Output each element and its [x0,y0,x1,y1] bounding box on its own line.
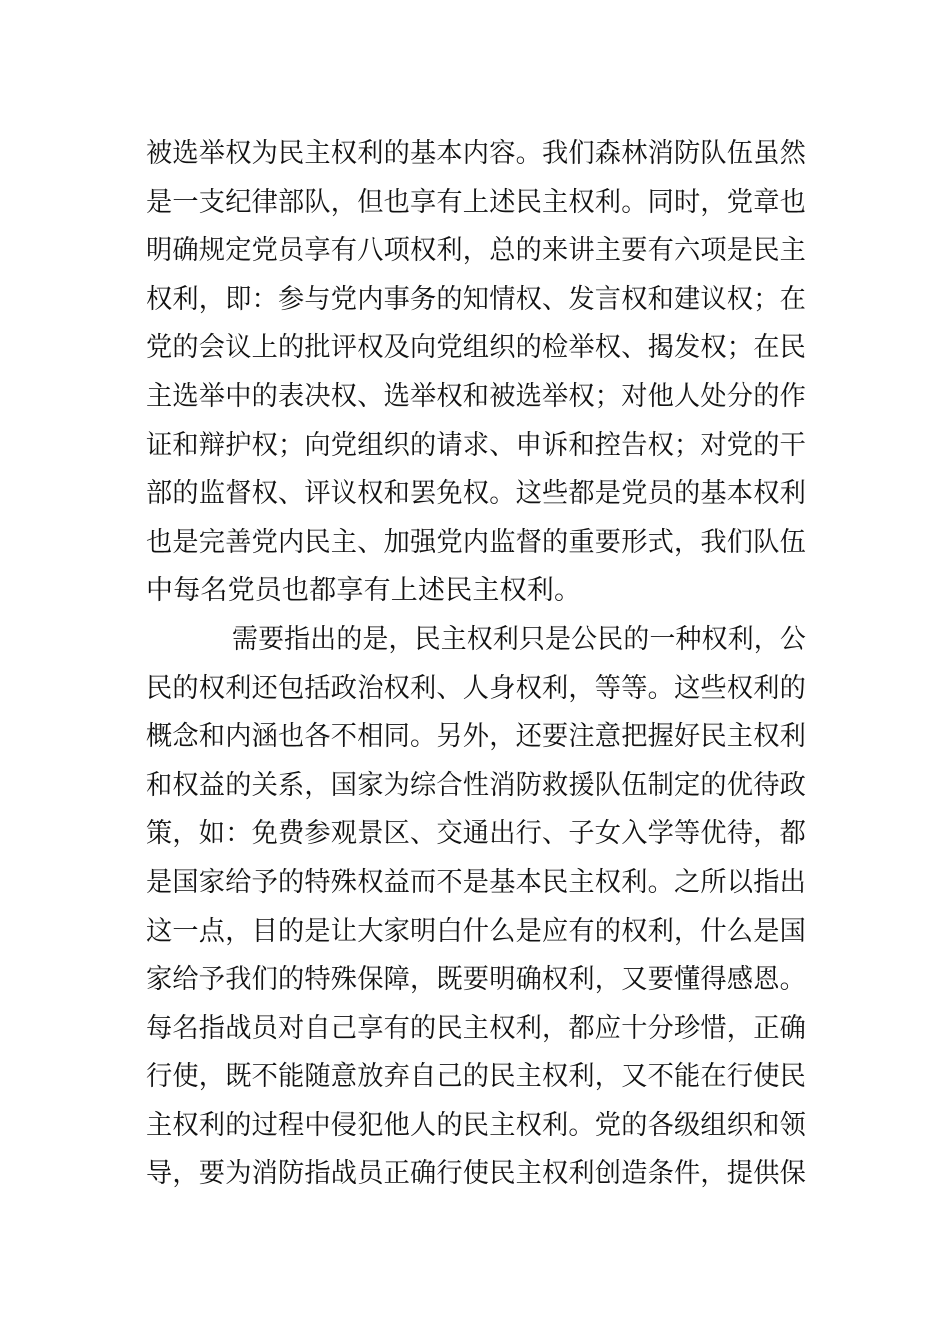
text-line: 党的会议上的批评权及向党组织的检举权、揭发权；在民 [146,332,807,364]
text-line: 中每名党员也都享有上述民主权利。 [146,575,582,607]
text-line: 和权益的关系，国家为综合性消防救援队伍制定的优待政 [146,769,807,801]
text-line: 部的监督权、评议权和罢免权。这些都是党员的基本权利 [146,478,807,510]
text-line: 策，如：免费参观景区、交通出行、子女入学等优待，都 [146,818,807,850]
text-line: 是一支纪律部队，但也享有上述民主权利。同时，党章也 [146,186,807,218]
body-text [146,130,806,1199]
text-line: 主权利的过程中侵犯他人的民主权利。党的各级组织和领 [146,1109,807,1141]
text-line: 行使，既不能随意放弃自己的民主权利，又不能在行使民 [146,1061,807,1093]
text-line: 是国家给予的特殊权益而不是基本民主权利。之所以指出 [146,866,807,898]
text-line: 导，要为消防指战员正确行使民主权利创造条件，提供保 [146,1158,807,1190]
text-line: 权利，即：参与党内事务的知情权、发言权和建议权；在 [146,283,807,315]
text-line: 概念和内涵也各不相同。另外，还要注意把握好民主权利 [146,721,807,753]
text-line: 每名指战员对自己享有的民主权利，都应十分珍惜，正确 [146,1012,807,1044]
text-line: 这一点，目的是让大家明白什么是应有的权利，什么是国 [146,915,807,947]
paragraph-start-line: 需要指出的是，民主权利只是公民的一种权利，公 [232,623,806,655]
text-line: 主选举中的表决权、选举权和被选举权；对他人处分的作 [146,380,807,412]
text-line: 明确规定党员享有八项权利，总的来讲主要有六项是民主 [146,235,807,267]
text-line: 民的权利还包括政治权利、人身权利，等等。这些权利的 [146,672,807,704]
text-line: 被选举权为民主权利的基本内容。我们森林消防队伍虽然 [146,138,807,169]
text-line: 证和辩护权；向党组织的请求、申诉和控告权；对党的干 [146,429,807,461]
text-line: 也是完善党内民主、加强党内监督的重要形式，我们队伍 [146,526,807,558]
text-line: 家给予我们的特殊保障，既要明确权利，又要懂得感恩。 [146,964,807,996]
